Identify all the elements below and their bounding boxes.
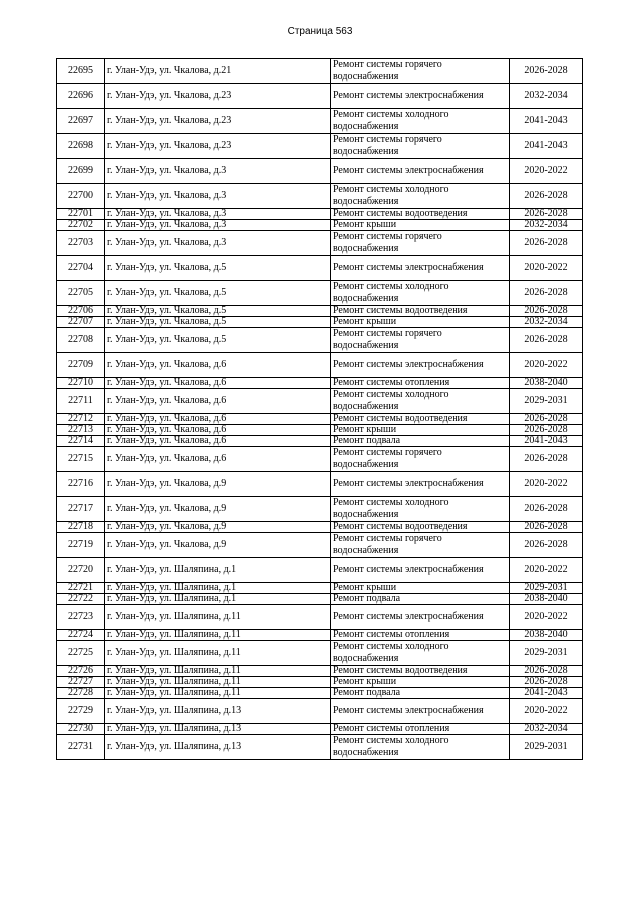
address-cell: г. Улан-Удэ, ул. Шаляпина, д.13 — [105, 735, 331, 760]
table-body — [57, 59, 583, 760]
work-type-cell: Ремонт системы холодного водоснабжения — [331, 281, 510, 306]
work-type-cell: Ремонт системы холодного водоснабжения — [331, 389, 510, 414]
address-cell: г. Улан-Удэ, ул. Чкалова, д.6 — [105, 436, 331, 447]
table-row — [57, 447, 583, 472]
table-row — [57, 436, 583, 447]
address-cell: г. Улан-Удэ, ул. Чкалова, д.5 — [105, 306, 331, 317]
work-type-cell: Ремонт системы холодного водоснабжения — [331, 641, 510, 666]
address-cell: г. Улан-Удэ, ул. Чкалова, д.21 — [105, 59, 331, 84]
work-type-cell: Ремонт системы электроснабжения — [331, 699, 510, 724]
table-row — [57, 414, 583, 425]
row-number-cell: 22701 — [57, 209, 105, 220]
table-row — [57, 328, 583, 353]
row-number-cell: 22697 — [57, 109, 105, 134]
period-cell: 2038-2040 — [510, 378, 583, 389]
address-cell: г. Улан-Удэ, ул. Чкалова, д.3 — [105, 209, 331, 220]
row-number-cell: 22727 — [57, 677, 105, 688]
address-cell: г. Улан-Удэ, ул. Шаляпина, д.11 — [105, 666, 331, 677]
period-cell: 2041-2043 — [510, 109, 583, 134]
period-cell: 2020-2022 — [510, 353, 583, 378]
table-row — [57, 389, 583, 414]
period-cell: 2026-2028 — [510, 677, 583, 688]
work-type-cell: Ремонт системы горячего водоснабжения — [331, 533, 510, 558]
period-cell: 2032-2034 — [510, 84, 583, 109]
table-row — [57, 317, 583, 328]
work-type-cell: Ремонт системы электроснабжения — [331, 159, 510, 184]
page-header: Страница 563 — [287, 26, 353, 37]
address-cell: г. Улан-Удэ, ул. Чкалова, д.3 — [105, 220, 331, 231]
period-cell: 2032-2034 — [510, 220, 583, 231]
table-row — [57, 583, 583, 594]
row-number-cell: 22721 — [57, 583, 105, 594]
address-cell: г. Улан-Удэ, ул. Чкалова, д.9 — [105, 497, 331, 522]
address-cell: г. Улан-Удэ, ул. Чкалова, д.9 — [105, 522, 331, 533]
row-number-cell: 22717 — [57, 497, 105, 522]
work-type-cell: Ремонт системы электроснабжения — [331, 558, 510, 583]
address-cell: г. Улан-Удэ, ул. Шаляпина, д.11 — [105, 677, 331, 688]
table-row — [57, 59, 583, 84]
row-number-cell: 22702 — [57, 220, 105, 231]
address-cell: г. Улан-Удэ, ул. Шаляпина, д.1 — [105, 558, 331, 583]
row-number-cell: 22714 — [57, 436, 105, 447]
work-type-cell: Ремонт системы горячего водоснабжения — [331, 59, 510, 84]
row-number-cell: 22719 — [57, 533, 105, 558]
period-cell: 2029-2031 — [510, 735, 583, 760]
row-number-cell: 22708 — [57, 328, 105, 353]
period-cell: 2026-2028 — [510, 306, 583, 317]
address-cell: г. Улан-Удэ, ул. Чкалова, д.3 — [105, 231, 331, 256]
work-type-cell: Ремонт подвала — [331, 688, 510, 699]
row-number-cell: 22700 — [57, 184, 105, 209]
table-row — [57, 134, 583, 159]
row-number-cell: 22706 — [57, 306, 105, 317]
period-cell: 2020-2022 — [510, 159, 583, 184]
period-cell: 2029-2031 — [510, 389, 583, 414]
period-cell: 2026-2028 — [510, 231, 583, 256]
row-number-cell: 22715 — [57, 447, 105, 472]
row-number-cell: 22695 — [57, 59, 105, 84]
row-number-cell: 22698 — [57, 134, 105, 159]
work-type-cell: Ремонт системы отопления — [331, 724, 510, 735]
period-cell: 2026-2028 — [510, 59, 583, 84]
work-type-cell: Ремонт системы горячего водоснабжения — [331, 231, 510, 256]
table-row — [57, 677, 583, 688]
table-row — [57, 184, 583, 209]
address-cell: г. Улан-Удэ, ул. Чкалова, д.5 — [105, 328, 331, 353]
period-cell: 2026-2028 — [510, 666, 583, 677]
work-type-cell: Ремонт системы горячего водоснабжения — [331, 328, 510, 353]
period-cell: 2026-2028 — [510, 414, 583, 425]
address-cell: г. Улан-Удэ, ул. Шаляпина, д.11 — [105, 641, 331, 666]
table-row — [57, 306, 583, 317]
address-cell: г. Улан-Удэ, ул. Шаляпина, д.11 — [105, 630, 331, 641]
work-type-cell: Ремонт крыши — [331, 220, 510, 231]
work-type-cell: Ремонт системы электроснабжения — [331, 605, 510, 630]
address-cell: г. Улан-Удэ, ул. Чкалова, д.6 — [105, 378, 331, 389]
period-cell: 2041-2043 — [510, 688, 583, 699]
work-type-cell: Ремонт системы электроснабжения — [331, 353, 510, 378]
row-number-cell: 22707 — [57, 317, 105, 328]
work-type-cell: Ремонт крыши — [331, 677, 510, 688]
row-number-cell: 22730 — [57, 724, 105, 735]
work-type-cell: Ремонт системы холодного водоснабжения — [331, 735, 510, 760]
work-type-cell: Ремонт системы водоотведения — [331, 209, 510, 220]
period-cell: 2029-2031 — [510, 641, 583, 666]
table-row — [57, 641, 583, 666]
work-type-cell: Ремонт системы электроснабжения — [331, 84, 510, 109]
table-row — [57, 220, 583, 231]
row-number-cell: 22711 — [57, 389, 105, 414]
table-row — [57, 497, 583, 522]
period-cell: 2038-2040 — [510, 630, 583, 641]
address-cell: г. Улан-Удэ, ул. Чкалова, д.6 — [105, 414, 331, 425]
period-cell: 2020-2022 — [510, 472, 583, 497]
row-number-cell: 22713 — [57, 425, 105, 436]
row-number-cell: 22725 — [57, 641, 105, 666]
address-cell: г. Улан-Удэ, ул. Чкалова, д.5 — [105, 281, 331, 306]
period-cell: 2020-2022 — [510, 256, 583, 281]
table-row — [57, 159, 583, 184]
table-row — [57, 353, 583, 378]
work-type-cell: Ремонт системы отопления — [331, 630, 510, 641]
table-row — [57, 666, 583, 677]
period-cell: 2026-2028 — [510, 533, 583, 558]
period-cell: 2026-2028 — [510, 447, 583, 472]
work-type-cell: Ремонт системы холодного водоснабжения — [331, 184, 510, 209]
address-cell: г. Улан-Удэ, ул. Чкалова, д.6 — [105, 447, 331, 472]
address-cell: г. Улан-Удэ, ул. Шаляпина, д.1 — [105, 583, 331, 594]
period-cell: 2026-2028 — [510, 425, 583, 436]
row-number-cell: 22699 — [57, 159, 105, 184]
address-cell: г. Улан-Удэ, ул. Чкалова, д.23 — [105, 134, 331, 159]
address-cell: г. Улан-Удэ, ул. Чкалова, д.3 — [105, 184, 331, 209]
table-row — [57, 688, 583, 699]
address-cell: г. Улан-Удэ, ул. Шаляпина, д.13 — [105, 699, 331, 724]
table-row — [57, 522, 583, 533]
work-type-cell: Ремонт системы водоотведения — [331, 522, 510, 533]
table-row — [57, 378, 583, 389]
table-row — [57, 256, 583, 281]
address-cell: г. Улан-Удэ, ул. Чкалова, д.6 — [105, 425, 331, 436]
work-type-cell: Ремонт системы электроснабжения — [331, 256, 510, 281]
address-cell: г. Улан-Удэ, ул. Чкалова, д.5 — [105, 256, 331, 281]
work-type-cell: Ремонт системы водоотведения — [331, 414, 510, 425]
address-cell: г. Улан-Удэ, ул. Чкалова, д.23 — [105, 109, 331, 134]
period-cell: 2020-2022 — [510, 558, 583, 583]
table-row — [57, 231, 583, 256]
work-type-cell: Ремонт системы электроснабжения — [331, 472, 510, 497]
table-row — [57, 209, 583, 220]
work-type-cell: Ремонт крыши — [331, 317, 510, 328]
row-number-cell: 22703 — [57, 231, 105, 256]
address-cell: г. Улан-Удэ, ул. Шаляпина, д.11 — [105, 605, 331, 630]
work-type-cell: Ремонт подвала — [331, 594, 510, 605]
work-type-cell: Ремонт системы водоотведения — [331, 306, 510, 317]
address-cell: г. Улан-Удэ, ул. Чкалова, д.9 — [105, 533, 331, 558]
table-row — [57, 425, 583, 436]
period-cell: 2026-2028 — [510, 497, 583, 522]
repair-schedule-table — [56, 58, 583, 760]
period-cell: 2041-2043 — [510, 134, 583, 159]
work-type-cell: Ремонт системы горячего водоснабжения — [331, 447, 510, 472]
period-cell: 2026-2028 — [510, 328, 583, 353]
row-number-cell: 22718 — [57, 522, 105, 533]
row-number-cell: 22722 — [57, 594, 105, 605]
row-number-cell: 22724 — [57, 630, 105, 641]
work-type-cell: Ремонт системы холодного водоснабжения — [331, 497, 510, 522]
work-type-cell: Ремонт подвала — [331, 436, 510, 447]
table-row — [57, 558, 583, 583]
work-type-cell: Ремонт системы холодного водоснабжения — [331, 109, 510, 134]
address-cell: г. Улан-Удэ, ул. Шаляпина, д.11 — [105, 688, 331, 699]
work-type-cell: Ремонт системы горячего водоснабжения — [331, 134, 510, 159]
row-number-cell: 22726 — [57, 666, 105, 677]
period-cell: 2041-2043 — [510, 436, 583, 447]
period-cell: 2026-2028 — [510, 209, 583, 220]
period-cell: 2029-2031 — [510, 583, 583, 594]
row-number-cell: 22731 — [57, 735, 105, 760]
period-cell: 2020-2022 — [510, 605, 583, 630]
work-type-cell: Ремонт крыши — [331, 425, 510, 436]
table-row — [57, 630, 583, 641]
table-row — [57, 281, 583, 306]
table-row — [57, 472, 583, 497]
table-row — [57, 699, 583, 724]
table-row — [57, 724, 583, 735]
address-cell: г. Улан-Удэ, ул. Чкалова, д.5 — [105, 317, 331, 328]
work-type-cell: Ремонт крыши — [331, 583, 510, 594]
row-number-cell: 22723 — [57, 605, 105, 630]
table-row — [57, 533, 583, 558]
address-cell: г. Улан-Удэ, ул. Чкалова, д.3 — [105, 159, 331, 184]
row-number-cell: 22709 — [57, 353, 105, 378]
period-cell: 2026-2028 — [510, 522, 583, 533]
period-cell: 2038-2040 — [510, 594, 583, 605]
row-number-cell: 22720 — [57, 558, 105, 583]
work-type-cell: Ремонт системы водоотведения — [331, 666, 510, 677]
address-cell: г. Улан-Удэ, ул. Чкалова, д.23 — [105, 84, 331, 109]
row-number-cell: 22705 — [57, 281, 105, 306]
row-number-cell: 22729 — [57, 699, 105, 724]
period-cell: 2020-2022 — [510, 699, 583, 724]
period-cell: 2026-2028 — [510, 184, 583, 209]
row-number-cell: 22716 — [57, 472, 105, 497]
row-number-cell: 22710 — [57, 378, 105, 389]
address-cell: г. Улан-Удэ, ул. Шаляпина, д.13 — [105, 724, 331, 735]
work-type-cell: Ремонт системы отопления — [331, 378, 510, 389]
row-number-cell: 22696 — [57, 84, 105, 109]
period-cell: 2026-2028 — [510, 281, 583, 306]
table-row — [57, 594, 583, 605]
row-number-cell: 22704 — [57, 256, 105, 281]
row-number-cell: 22728 — [57, 688, 105, 699]
row-number-cell: 22712 — [57, 414, 105, 425]
table-row — [57, 84, 583, 109]
address-cell: г. Улан-Удэ, ул. Чкалова, д.6 — [105, 353, 331, 378]
period-cell: 2032-2034 — [510, 317, 583, 328]
table-row — [57, 109, 583, 134]
address-cell: г. Улан-Удэ, ул. Шаляпина, д.1 — [105, 594, 331, 605]
address-cell: г. Улан-Удэ, ул. Чкалова, д.9 — [105, 472, 331, 497]
table-row — [57, 605, 583, 630]
period-cell: 2032-2034 — [510, 724, 583, 735]
table-row — [57, 735, 583, 760]
address-cell: г. Улан-Удэ, ул. Чкалова, д.6 — [105, 389, 331, 414]
